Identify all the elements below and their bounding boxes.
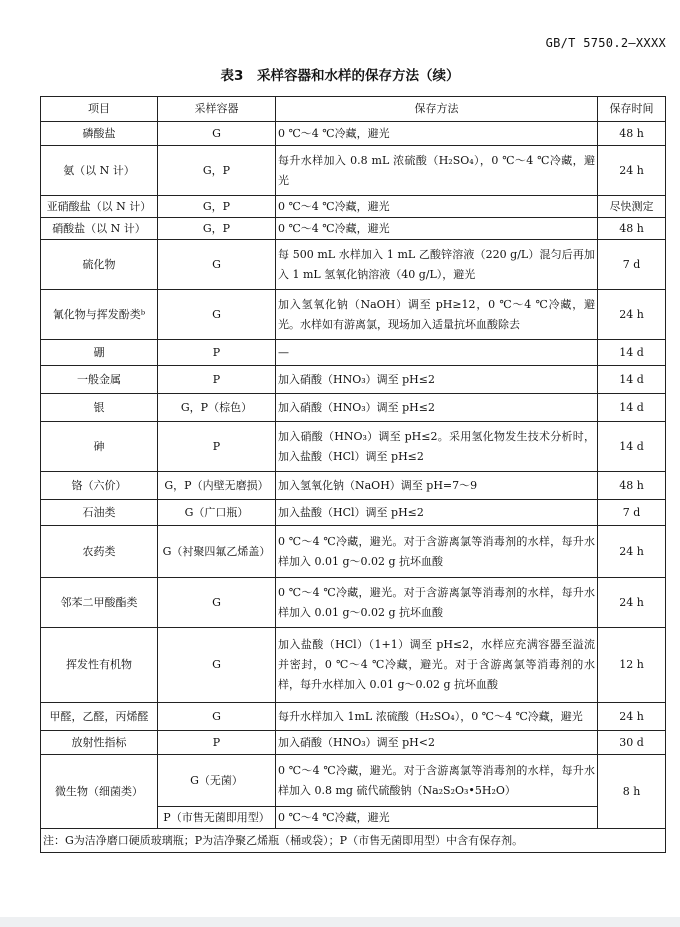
- time-cell: 12 h: [598, 628, 666, 703]
- container-cell: G，P（棕色）: [158, 394, 276, 422]
- standard-code: GB/T 5750.2—XXXX: [545, 36, 666, 50]
- time-cell: 14 d: [598, 394, 666, 422]
- table-note: 注：G为洁净磨口硬质玻璃瓶；P为洁净聚乙烯瓶（桶或袋）；P（市售无菌即用型）中含有保存剂。: [41, 829, 666, 853]
- method-cell: 每升水样加入 0.8 mL 浓硫酸（H₂SO₄），0 ℃～4 ℃冷藏，避光: [276, 146, 598, 196]
- method-cell: 加入盐酸（HCl）调至 pH≤2: [276, 500, 598, 526]
- container-cell: G: [158, 122, 276, 146]
- table-row: [41, 731, 666, 755]
- col-header-time: 保存时间: [598, 97, 666, 122]
- table-row: [41, 146, 666, 196]
- table-row: [41, 290, 666, 340]
- time-cell: 30 d: [598, 731, 666, 755]
- method-cell: 加入盐酸（HCl）（1+1）调至 pH≤2，水样应充满容器至溢流并密封，0 ℃～4 ℃冷藏，避光。对于含游离氯等消毒剂的水样，每升水样加入 0.01 g～0.02 g 抗坏血酸: [276, 628, 598, 703]
- container-cell: G: [158, 578, 276, 628]
- method-cell: 每升水样加入 1mL 浓硫酸（H₂SO₄），0 ℃～4 ℃冷藏，避光: [276, 703, 598, 731]
- container-cell: P: [158, 340, 276, 366]
- table-row: [41, 422, 666, 472]
- container-cell: G，P: [158, 218, 276, 240]
- method-cell: 加入硝酸（HNO₃）调至 pH≤2: [276, 394, 598, 422]
- time-cell: 尽快测定: [598, 196, 666, 218]
- method-cell: 加入氢氧化钠（NaOH）调至 pH≥12，0 ℃～4 ℃冷藏，避光。水样如有游离氯，现场加入适量抗坏血酸除去: [276, 290, 598, 340]
- container-cell: P: [158, 366, 276, 394]
- item-cell: 铬（六价）: [41, 472, 158, 500]
- table-row: [41, 122, 666, 146]
- table-row: [41, 240, 666, 290]
- container-cell: P（市售无菌即用型）: [158, 807, 276, 829]
- item-cell: 氰化物与挥发酚类ᵇ: [41, 290, 158, 340]
- container-cell: P: [158, 422, 276, 472]
- table-row: [41, 703, 666, 731]
- time-cell: 14 d: [598, 366, 666, 394]
- time-cell: 7 d: [598, 240, 666, 290]
- table-note-row: [41, 829, 666, 853]
- method-cell: 加入硝酸（HNO₃）调至 pH≤2。采用氢化物发生技术分析时，加入盐酸（HCl）调至 pH≤2: [276, 422, 598, 472]
- item-cell: 邻苯二甲酸酯类: [41, 578, 158, 628]
- method-cell: 0 ℃～4 ℃冷藏，避光。对于含游离氯等消毒剂的水样，每升水样加入 0.01 g～0.02 g 抗坏血酸: [276, 578, 598, 628]
- table-row: [41, 755, 666, 807]
- item-cell: 微生物（细菌类）: [41, 755, 158, 829]
- item-cell: 农药类: [41, 526, 158, 578]
- table-row: [41, 218, 666, 240]
- item-cell: 氨（以 N 计）: [41, 146, 158, 196]
- time-cell: 8 h: [598, 755, 666, 829]
- container-cell: G（广口瓶）: [158, 500, 276, 526]
- table-row: [41, 628, 666, 703]
- method-cell: 加入氢氧化钠（NaOH）调至 pH=7～9: [276, 472, 598, 500]
- method-cell: —: [276, 340, 598, 366]
- time-cell: 24 h: [598, 290, 666, 340]
- time-cell: 7 d: [598, 500, 666, 526]
- item-cell: 硫化物: [41, 240, 158, 290]
- item-cell: 一般金属: [41, 366, 158, 394]
- time-cell: 24 h: [598, 146, 666, 196]
- item-cell: 放射性指标: [41, 731, 158, 755]
- item-cell: 砷: [41, 422, 158, 472]
- preservation-table: [40, 96, 666, 853]
- table-row: [41, 578, 666, 628]
- table-title: 表3 采样容器和水样的保存方法（续）: [220, 68, 460, 84]
- col-header-container: 采样容器: [158, 97, 276, 122]
- method-cell: 每 500 mL 水样加入 1 mL 乙酸锌溶液（220 g/L）混匀后再加入 1 mL 氢氧化钠溶液（40 g/L），避光: [276, 240, 598, 290]
- table-row: [41, 472, 666, 500]
- time-cell: 48 h: [598, 122, 666, 146]
- item-cell: 磷酸盐: [41, 122, 158, 146]
- time-cell: 24 h: [598, 526, 666, 578]
- method-cell: 0 ℃～4 ℃冷藏，避光: [276, 196, 598, 218]
- time-cell: 48 h: [598, 472, 666, 500]
- container-cell: G（衬聚四氟乙烯盖）: [158, 526, 276, 578]
- method-cell: 0 ℃～4 ℃冷藏，避光: [276, 122, 598, 146]
- container-cell: G: [158, 628, 276, 703]
- container-cell: G: [158, 240, 276, 290]
- container-cell: G: [158, 703, 276, 731]
- time-cell: 24 h: [598, 578, 666, 628]
- time-cell: 14 d: [598, 422, 666, 472]
- method-cell: 加入硝酸（HNO₃）调至 pH≤2: [276, 366, 598, 394]
- item-cell: 石油类: [41, 500, 158, 526]
- container-cell: G: [158, 290, 276, 340]
- container-cell: G，P（内壁无磨损）: [158, 472, 276, 500]
- method-cell: 0 ℃～4 ℃冷藏，避光。对于含游离氯等消毒剂的水样，每升水样加入 0.01 g～0.02 g 抗坏血酸: [276, 526, 598, 578]
- method-cell: 0 ℃～4 ℃冷藏，避光: [276, 807, 598, 829]
- method-cell: 加入硝酸（HNO₃）调至 pH<2: [276, 731, 598, 755]
- method-cell: 0 ℃～4 ℃冷藏，避光: [276, 218, 598, 240]
- table-row: [41, 366, 666, 394]
- table-row: [41, 196, 666, 218]
- col-header-method: 保存方法: [276, 97, 598, 122]
- table-row: [41, 526, 666, 578]
- item-cell: 硼: [41, 340, 158, 366]
- item-cell: 挥发性有机物: [41, 628, 158, 703]
- container-cell: P: [158, 731, 276, 755]
- table-row: [41, 500, 666, 526]
- container-cell: G（无菌）: [158, 755, 276, 807]
- table-row: [41, 340, 666, 366]
- time-cell: 14 d: [598, 340, 666, 366]
- table-header-row: [41, 97, 666, 122]
- col-header-item: 项目: [41, 97, 158, 122]
- item-cell: 硝酸盐（以 N 计）: [41, 218, 158, 240]
- item-cell: 银: [41, 394, 158, 422]
- time-cell: 24 h: [598, 703, 666, 731]
- container-cell: G，P: [158, 146, 276, 196]
- method-cell: 0 ℃～4 ℃冷藏，避光。对于含游离氯等消毒剂的水样，每升水样加入 0.8 mg 硫代硫酸钠（Na₂S₂O₃•5H₂O）: [276, 755, 598, 807]
- table-row: [41, 394, 666, 422]
- time-cell: 48 h: [598, 218, 666, 240]
- item-cell: 甲醛，乙醛，丙烯醛: [41, 703, 158, 731]
- page-bottom-strip: [0, 917, 680, 927]
- container-cell: G，P: [158, 196, 276, 218]
- item-cell: 亚硝酸盐（以 N 计）: [41, 196, 158, 218]
